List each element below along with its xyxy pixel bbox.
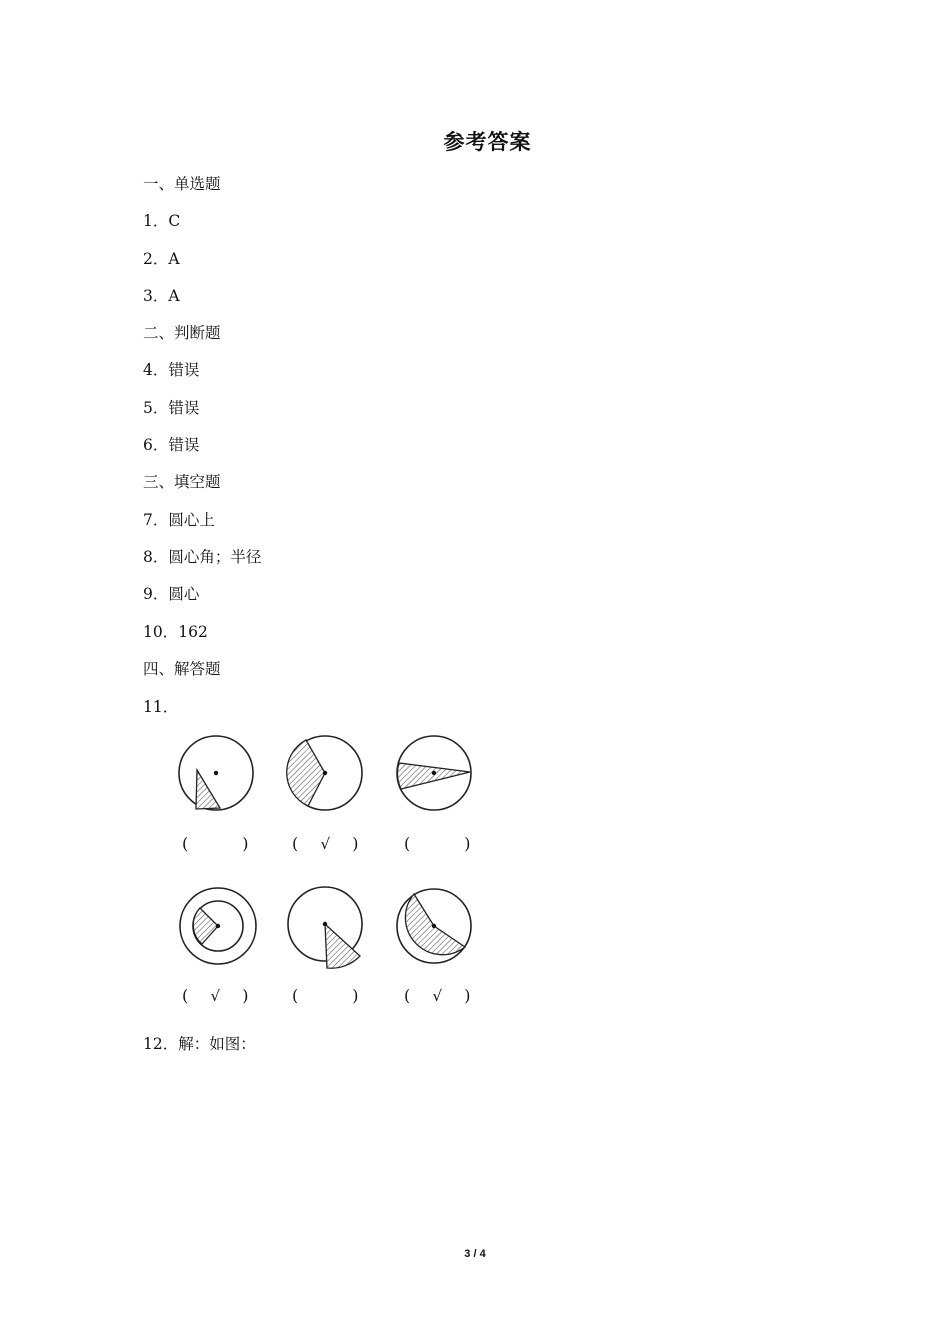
- answer-bracket-1: ( ): [182, 834, 249, 853]
- answer-10: 10．162: [143, 623, 208, 641]
- sector-figure: [170, 728, 490, 1018]
- answer-1: 1．C: [143, 212, 181, 230]
- answer-bracket-3: ( ): [404, 834, 471, 853]
- answer-7: 7．圆心上: [143, 511, 215, 529]
- section-heading-true-false: 二、判断题: [143, 324, 221, 342]
- section-heading-single-choice: 一、单选题: [143, 175, 221, 193]
- section-heading-solutions: 四、解答题: [143, 660, 221, 678]
- page-title: 参考答案: [443, 130, 532, 154]
- page-number: 3 / 4: [464, 1248, 486, 1260]
- answer-2: 2．A: [143, 250, 180, 268]
- answer-5: 5．错误: [143, 399, 200, 417]
- answer-bracket-2: ( √ ): [292, 834, 359, 853]
- answer-mark-6: √: [432, 987, 443, 1005]
- answer-bracket-6: ( √ ): [404, 986, 471, 1005]
- answer-bracket-5: ( ): [292, 986, 359, 1005]
- answer-3: 3．A: [143, 287, 180, 305]
- circle-diagram-4: [180, 888, 256, 964]
- circle-diagram-3: [397, 736, 471, 810]
- answer-11-label: 11．: [143, 698, 179, 716]
- answer-12: 12．解：如图：: [143, 1035, 256, 1053]
- answer-bracket-4: ( √ ): [182, 986, 249, 1005]
- circle-diagram-5: [288, 887, 362, 968]
- answer-4: 4．错误: [143, 361, 200, 379]
- answer-mark-4: √: [210, 987, 221, 1005]
- answer-9: 9．圆心: [143, 585, 200, 603]
- answer-mark-2: √: [320, 835, 331, 853]
- section-heading-fill-blank: 三、填空题: [143, 473, 221, 491]
- circle-diagram-6: [397, 889, 471, 963]
- answer-6: 6．错误: [143, 436, 200, 454]
- circle-diagram-2: [287, 736, 362, 810]
- circle-diagram-1: [179, 736, 253, 810]
- answer-8: 8．圆心角；半径: [143, 548, 262, 566]
